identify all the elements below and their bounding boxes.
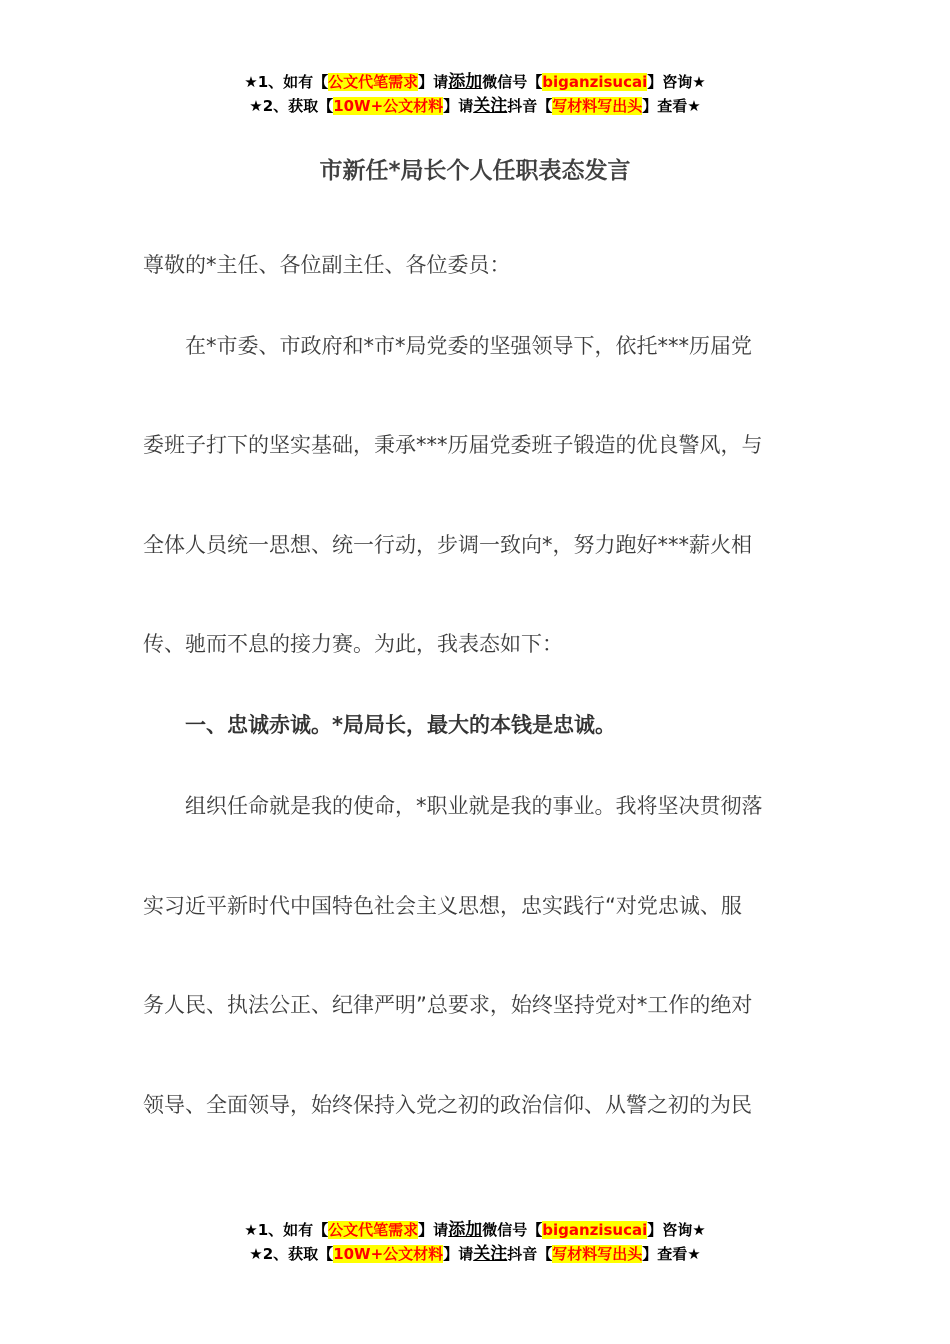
body-line: 全体人员统一思想、统一行动，步调一致向*，努力跑好***薪火相 xyxy=(143,533,752,557)
banner-line-2 xyxy=(0,1242,950,1266)
banner-text: 微信号【 xyxy=(482,73,543,91)
body-line: 在*市委、市政府和*市*局党委的坚强领导下，依托***历届党 xyxy=(143,334,752,358)
banner-text: ★1、如有【 xyxy=(244,1221,329,1239)
banner-line-1 xyxy=(0,70,950,94)
banner-text: 】请 xyxy=(418,1221,449,1239)
footer-banner xyxy=(0,1218,950,1266)
banner-text: ★2、获取【 xyxy=(249,1245,334,1263)
salutation: 尊敬的*主任、各位副主任、各位委员： xyxy=(143,253,511,277)
banner-text: 】咨询★ xyxy=(647,1221,706,1239)
underlined-text: 添加 xyxy=(448,1220,483,1240)
banner-text: 】请 xyxy=(418,73,449,91)
banner-text: 微信号【 xyxy=(482,1221,543,1239)
document-title: 市新任*局长个人任职表态发言 xyxy=(319,158,631,184)
banner-text: 】请 xyxy=(443,1245,474,1263)
highlight-text: 10W+公文材料 xyxy=(333,97,444,115)
section-heading: 一、忠诚赤诚。*局局长，最大的本钱是忠诚。 xyxy=(143,713,616,737)
body-line: 委班子打下的坚实基础，秉承***历届党委班子锻造的优良警风，与 xyxy=(143,433,763,457)
body-line: 实习近平新时代中国特色社会主义思想，忠实践行“对党忠诚、服 xyxy=(143,894,742,918)
highlight-text: 公文代笔需求 xyxy=(328,73,419,91)
banner-text: 】查看★ xyxy=(642,1245,701,1263)
banner-line-2 xyxy=(0,94,950,118)
underlined-text: 关注 xyxy=(473,96,508,116)
banner-text: 】请 xyxy=(443,97,474,115)
banner-text: ★1、如有【 xyxy=(244,73,329,91)
underlined-text: 添加 xyxy=(448,72,483,92)
highlight-text: 公文代笔需求 xyxy=(328,1221,419,1239)
banner-line-1 xyxy=(0,1218,950,1242)
banner-text: ★2、获取【 xyxy=(249,97,334,115)
banner-text: 抖音【 xyxy=(507,97,553,115)
body-line: 领导、全面领导，始终保持入党之初的政治信仰、从警之初的为民 xyxy=(143,1093,752,1117)
body-line: 传、驰而不息的接力赛。为此，我表态如下： xyxy=(143,632,563,656)
douyin-id: 写材料写出头 xyxy=(552,97,643,115)
body-line: 务人民、执法公正、纪律严明”总要求，始终坚持党对*工作的绝对 xyxy=(143,993,753,1017)
douyin-id: 写材料写出头 xyxy=(552,1245,643,1263)
wechat-id: biganzisucai xyxy=(542,1221,648,1239)
banner-text: 】咨询★ xyxy=(647,73,706,91)
header-banner xyxy=(0,70,950,118)
highlight-text: 10W+公文材料 xyxy=(333,1245,444,1263)
banner-text: 】查看★ xyxy=(642,97,701,115)
body-line: 组织任命就是我的使命，*职业就是我的事业。我将坚决贯彻落 xyxy=(143,794,763,818)
banner-text: 抖音【 xyxy=(507,1245,553,1263)
wechat-id: biganzisucai xyxy=(542,73,648,91)
underlined-text: 关注 xyxy=(473,1244,508,1264)
